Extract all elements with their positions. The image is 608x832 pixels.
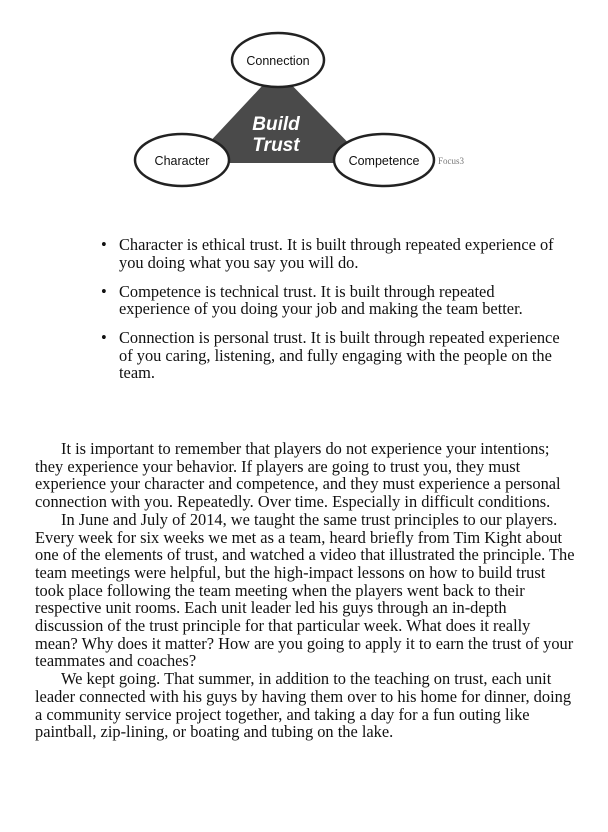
connection-label: Connection: [246, 54, 310, 68]
trust-bullet-list: [92, 236, 562, 393]
build-trust-diagram: [0, 0, 608, 220]
center-label-build: Build: [252, 114, 300, 135]
center-label-trust: Trust: [252, 135, 300, 156]
body-text: [35, 440, 575, 741]
bullet-connection: • Connection is personal trust. It is built through repeated experience of you caring, listening, and fully engaging with the people on the team.: [92, 329, 562, 382]
paragraph: It is important to remember that players do not experience your intentions; they experience your behavior. If players are going to trust you, they must experience your character and competence, and they must experience a personal connection with you. Repeatedly. Over time. Especially in difficult conditions.: [35, 439, 561, 512]
competence-label: Competence: [348, 154, 420, 168]
character-label: Character: [154, 154, 210, 168]
bullet-competence: • Competence is technical trust. It is built through repeated experience of you doing your job and making the team better.: [92, 283, 562, 318]
paragraph: In June and July of 2014, we taught the same trust principles to our players. Every week for six weeks we met as a team, heard briefly from Tim Kight about one of the elements of trust, and watched a video that illustrated the principle. The team meetings were helpful, but the high-impact lessons on how to build trust took place following the team meeting when the players went back to their respective unit rooms. Each unit leader led his guys through an in-depth discussion of the trust principle for that particular week. What does it really mean? Why does it matter? How are you going to apply it to earn the trust of your teammates and coaches?: [35, 509, 575, 671]
focus3-logo: Focus3: [438, 156, 465, 166]
bullet-character: • Character is ethical trust. It is built through repeated experience of you doing what you say you will do.: [92, 236, 562, 271]
paragraph: We kept going. That summer, in addition to the teaching on trust, each unit leader connected with his guys by having them over to his home for dinner, doing a community service project together, and taking a day for a fun outing like paintball, zip-lining, or boating and tubing on the lake.: [35, 669, 572, 742]
